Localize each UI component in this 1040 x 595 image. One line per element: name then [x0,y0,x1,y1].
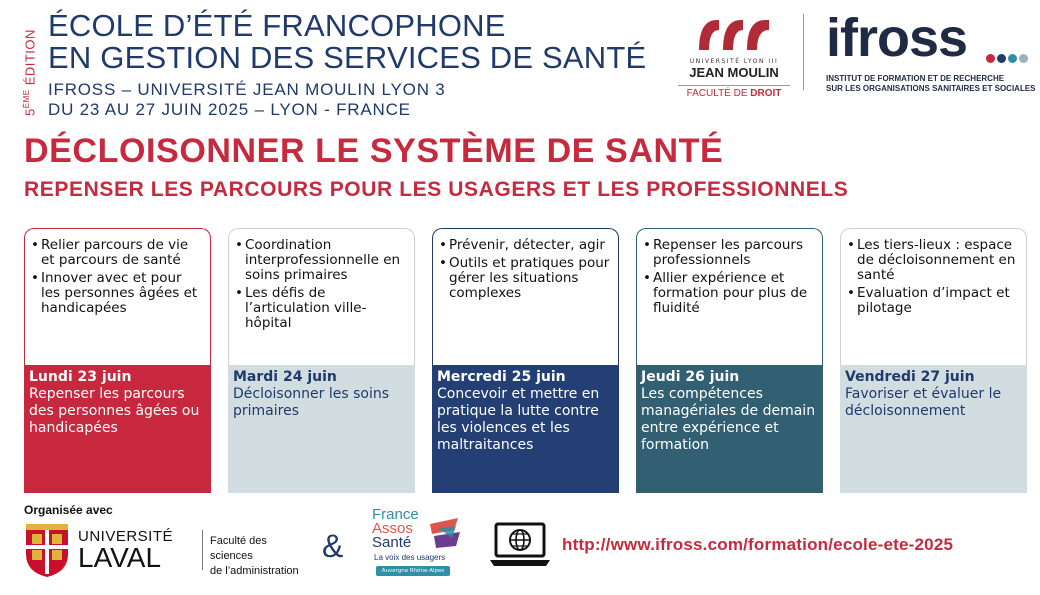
event-url-link[interactable]: http://www.ifross.com/formation/ecole-ete-2025 [562,535,954,554]
fas-tagline: La voix des usagers [374,553,446,562]
jm-name: JEAN MOULIN [689,65,779,80]
day-theme: Les compétences managériales de demain entre expérience et formation [641,386,816,453]
day-label: Jeudi 26 juin [641,369,740,385]
day-label: Mercredi 25 juin [437,369,566,385]
day-label: Vendredi 27 juin [845,369,975,385]
day-label: Lundi 23 juin [29,369,132,385]
ifross-dot [1019,54,1028,63]
header-title-line1: ÉCOLE D’ÉTÉ FRANCOPHONE [48,8,506,43]
day-theme: Décloisonner les soins primaires [233,386,390,419]
card-topics [24,228,211,365]
france-assos-sante-logo [364,506,464,584]
topic-item: • Allier expérience et formation pour plus de fluidité [643,271,816,316]
day-theme: Repenser les parcours des personnes âgées ou handicapées [29,386,200,436]
jean-moulin-arches-icon [695,14,773,52]
fas-line2: Assos [372,520,413,537]
header-subtitle [48,80,446,120]
card-day-panel [432,365,619,493]
laptop-globe-icon [488,520,552,570]
program-cards [24,228,1027,493]
header-title-line2: EN GESTION DES SERVICES DE SANTÉ [48,40,647,75]
topic-item: • Relier parcours de vie et parcours de santé [31,238,204,268]
jm-faculty: FACULTÉ DE DROIT [678,85,790,99]
card-topics [636,228,823,365]
jean-moulin-logo [678,14,790,99]
card-topics [228,228,415,365]
header-title [48,10,646,74]
topic-item: • Outils et pratiques pour gérer les situations complexes [439,256,612,301]
ifross-dots [986,48,1030,67]
laval-logo [24,522,309,582]
edition-label: 5ÈME ÉDITION [22,29,38,116]
day-theme: Favoriser et évaluer le décloisonnement [845,386,1002,419]
card-day-panel [228,365,415,493]
laval-divider [202,530,203,570]
day-card-wednesday [432,228,619,493]
topic-item: • Prévenir, détecter, agir [439,238,612,253]
ampersand: & [322,528,344,564]
ifross-logo [826,8,1036,94]
ifross-description: INSTITUT DE FORMATION ET DE RECHERCHE SUR LES ORGANISATIONS SANITAIRES ET SOCIALES [826,74,1036,93]
ifross-dot [997,54,1006,63]
jm-university-label: UNIVERSITÉ LYON III [689,58,779,65]
laval-name: LAVAL [78,542,162,573]
laval-faculty: Faculté des sciences de l’administration [210,535,299,577]
topic-item: • Evaluation d’impact et pilotage [847,286,1020,316]
card-topics [432,228,619,365]
card-topics [840,228,1027,365]
day-card-tuesday [228,228,415,493]
day-card-friday [840,228,1027,493]
fas-line3: Santé [372,534,412,551]
topic-item: • Coordination interprofessionnelle en soins primaires [235,238,408,283]
header-sub-line2: DU 23 AU 27 JUIN 2025 – LYON - FRANCE [48,100,411,119]
day-card-monday [24,228,211,493]
organised-with-label: Organisée avec [24,503,113,517]
fas-region-badge: Auvergne Rhône-Alpes [376,566,450,576]
topic-item: • Repenser les parcours professionnels [643,238,816,268]
fas-line1: France [372,506,419,523]
card-day-panel [840,365,1027,493]
logo-divider [803,14,804,90]
main-subtitle: REPENSER LES PARCOURS POUR LES USAGERS ET LES PROFESSIONNELS [24,178,849,201]
topic-item: • Innover avec et pour les personnes âgées et handicapées [31,271,204,316]
main-title: DÉCLOISONNER LE SYSTÈME DE SANTÉ [24,132,724,170]
card-day-panel [24,365,211,493]
ifross-wordmark: ifross [826,8,968,68]
header-sub-line1: IFROSS – UNIVERSITÉ JEAN MOULIN LYON 3 [48,80,446,99]
day-label: Mardi 24 juin [233,369,337,385]
laval-university-label: UNIVERSITÉ [78,528,174,545]
ifross-dot [1008,54,1017,63]
day-theme: Concevoir et mettre en pratique la lutte contre les violences et les maltraitances [437,386,600,453]
ifross-dot [986,54,995,63]
topic-item: • Les tiers-lieux : espace de décloisonnement en santé [847,238,1020,283]
topic-item: • Les défis de l’articulation ville-hôpital [235,286,408,331]
day-card-thursday [636,228,823,493]
laval-crest-icon [24,522,70,578]
card-day-panel [636,365,823,493]
fas-shape-icon [428,516,462,550]
